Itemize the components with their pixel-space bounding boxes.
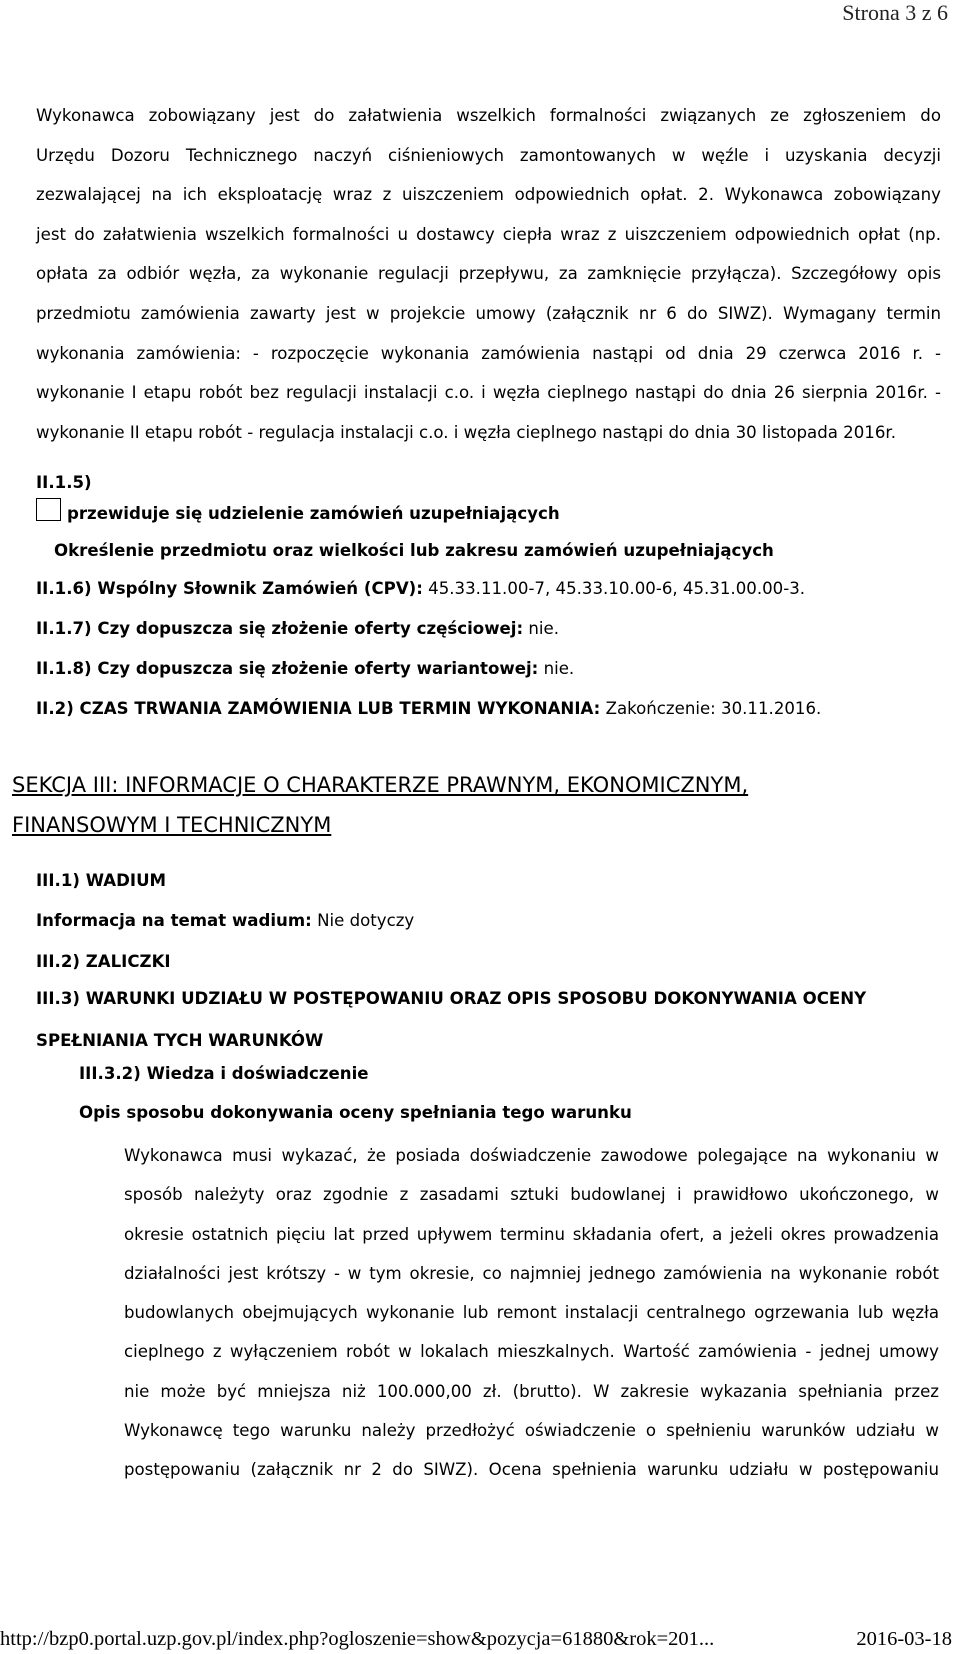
- paragraph-line: sposób należyty oraz zgodnie z zasadami sztuki budowlanej i prawidłowo ukończonego, w: [124, 1185, 939, 1205]
- assessment-heading: Opis sposobu dokonywania oceny spełniania tego warunku: [79, 1103, 632, 1122]
- section-ii-1-7: [36, 619, 559, 638]
- paragraph-line: wykonanie II etapu robót - regulacja instalacji c.o. i węzła cieplnego nastąpi do dnia 30 listopada 2016r.: [36, 422, 896, 442]
- section-ii-1-5-label: II.1.5): [36, 473, 92, 492]
- section-title-line: SEKCJA III: INFORMACJE O CHARAKTERZE PRAWNYM, EKONOMICZNYM,: [12, 773, 749, 797]
- paragraph-line: postępowaniu (załącznik nr 2 do SIWZ). Ocena spełnienia warunku udziału w postępowaniu: [124, 1460, 939, 1480]
- wadium-info: [36, 911, 414, 930]
- supplementary-orders-label: przewiduje się udzielenie zamówień uzupełniających: [67, 504, 560, 523]
- partial-offer-label: II.1.7) Czy dopuszcza się złożenie oferty częściowej:: [36, 619, 524, 638]
- variant-offer-value: nie.: [538, 659, 575, 678]
- section-iii-3: [36, 978, 866, 1062]
- duration-label: II.2) CZAS TRWANIA ZAMÓWIENIA LUB TERMIN WYKONANIA:: [36, 699, 601, 718]
- section-iii-3-2: III.3.2) Wiedza i doświadczenie: [79, 1064, 369, 1083]
- paragraph-line: Wykonawca zobowiązany jest do załatwienia wszelkich formalności związanych ze zgłoszeniem do: [36, 106, 941, 125]
- section-ii-1-6: [36, 579, 805, 598]
- section-iii-1: III.1) WADIUM: [36, 871, 167, 890]
- paragraph-line: okresie ostatnich pięciu lat przed upływem terminu składania ofert, a jeżeli okres prowadzenia: [124, 1224, 939, 1244]
- cpv-label: II.1.6) Wspólny Słownik Zamówień (CPV):: [36, 579, 423, 598]
- duration-value: Zakończenie: 30.11.2016.: [600, 699, 822, 718]
- paragraph-line: wykonania zamówienia: - rozpoczęcie wykonania zamówienia nastąpi od dnia 29 czerwca 2016 r. -: [36, 343, 941, 363]
- paragraph-line: Urzędu Dozoru Technicznego naczyń ciśnieniowych zamontowanych w węźle i uzyskania decyzji: [36, 145, 941, 165]
- paragraph-line: nie może być mniejsza niż 100.000,00 zł. (brutto). W zakresie wykazania spełniania przez: [124, 1381, 939, 1401]
- wadium-label: Informacja na temat wadium:: [36, 911, 312, 930]
- paragraph-line: opłata za odbiór węzła, za wykonanie regulacji przepływu, za zamknięcie przyłącza). Szczegółowy opis: [36, 264, 941, 284]
- footer-url[interactable]: http://bzp0.portal.uzp.gov.pl/index.php?ogloszenie=show&pozycja=61880&rok=201...: [0, 1628, 715, 1650]
- section-ii-1-8: [36, 659, 574, 678]
- paragraph-line: jest do załatwienia wszelkich formalności u dostawcy ciepła wraz z uiszczeniem odpowiednich opłat (np.: [36, 224, 941, 244]
- cpv-codes: 45.33.11.00-7, 45.33.10.00-6, 45.31.00.00-3.: [422, 579, 806, 598]
- heading-line: III.3) WARUNKI UDZIAŁU W POSTĘPOWANIU ORAZ OPIS SPOSOBU DOKONYWANIA OCENY: [36, 989, 867, 1008]
- heading-line: SPEŁNIANIA TYCH WARUNKÓW: [36, 1031, 324, 1050]
- paragraph-line: budowlanych obejmujących wykonanie lub remont instalacji centralnego ogrzewania lub węzła: [124, 1303, 939, 1323]
- partial-offer-value: nie.: [523, 619, 559, 638]
- intro-paragraph: [36, 96, 941, 452]
- assessment-paragraph: [124, 1136, 939, 1490]
- paragraph-line: cieplnego z wyłączeniem robót w lokalach mieszkalnych. Wartość zamówienia - jednej umowy: [124, 1342, 939, 1362]
- paragraph-line: przedmiotu zamówienia zawarty jest w projekcie umowy (załącznik nr 6 do SIWZ). Wymagany termin: [36, 303, 941, 323]
- paragraph-line: Wykonawca musi wykazać, że posiada doświadczenie zawodowe polegające na wykonaniu w: [124, 1146, 939, 1165]
- supplementary-scope-heading: Określenie przedmiotu oraz wielkości lub zakresu zamówień uzupełniających: [54, 541, 774, 560]
- variant-offer-label: II.1.8) Czy dopuszcza się złożenie oferty wariantowej:: [36, 659, 539, 678]
- paragraph-line: wykonanie I etapu robót bez regulacji instalacji c.o. i węzła cieplnego nastąpi do dnia 26 sierpnia 2016r. -: [36, 383, 941, 403]
- paragraph-line: zezwalającej na ich eksploatację wraz z uiszczeniem odpowiednich opłat. 2. Wykonawca zobowiązany: [36, 185, 941, 205]
- page-number: Strona 3 z 6: [842, 0, 948, 25]
- footer-date: 2016-03-18: [856, 1628, 952, 1650]
- paragraph-line: działalności jest krótszy - w tym okresie, co najmniej jednego zamówienia na wykonanie robót: [124, 1263, 939, 1283]
- section-iii-2: III.2) ZALICZKI: [36, 952, 171, 971]
- wadium-value: Nie dotyczy: [311, 911, 415, 930]
- paragraph-line: Wykonawcę tego warunku należy przedłożyć oświadczenie o spełnieniu warunków udziału w: [124, 1421, 939, 1441]
- section-ii-2: [36, 699, 821, 718]
- section-iii-title: [12, 765, 932, 845]
- supplementary-orders-checkbox[interactable]: [36, 498, 61, 521]
- page-footer: [0, 1628, 960, 1654]
- section-title-line: FINANSOWYM I TECHNICZNYM: [12, 813, 332, 837]
